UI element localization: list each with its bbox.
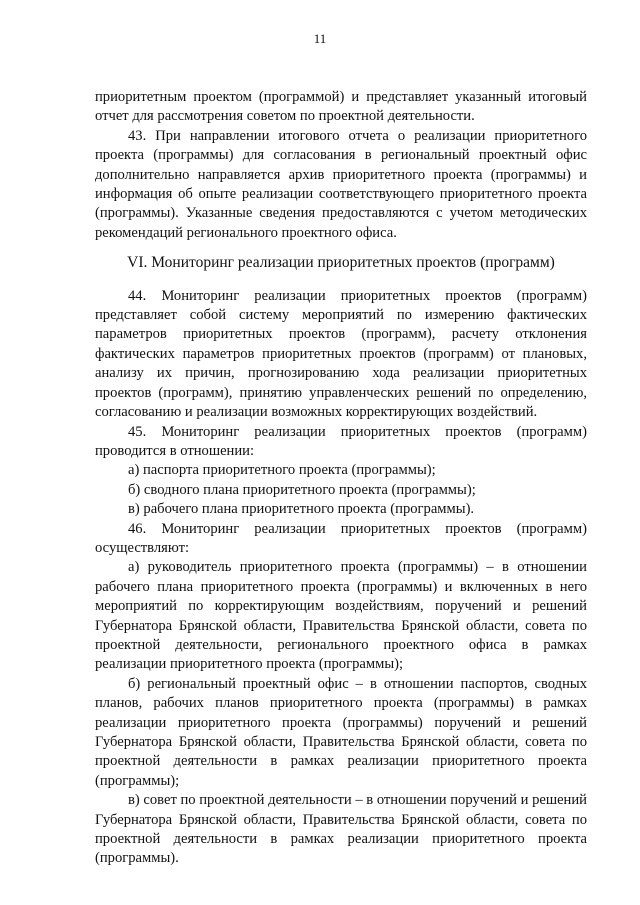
list-item-45b: б) сводного плана приоритетного проекта (программы); — [128, 481, 476, 498]
paragraph-43: 43. При направлении итогового отчета о реализации приоритетного проекта (программы) для согласования в региональный проектный офис дополнительно направляется архив приоритетного проекта (программы) и информация об опыте реализации соответствующего приоритетного проекта (программы). Указанные сведения предоставляются с учетом методических рекомендаций регионального проектного офиса. — [95, 127, 587, 241]
list-item-46b: б) региональный проектный офис – в отношении паспортов, сводных планов, рабочих планов приоритетного проекта (программы) в рамках реализации приоритетного проекта (программы) поручений и решений Губернатора Брянской области, Правительства Брянской области, совета по проектной деятельности в рамках реализации приоритетного проекта (программы); — [95, 675, 587, 789]
list-item-46c: в) совет по проектной деятельности – в отношении поручений и решений Губернатора Брянской области, Правительства Брянской области, совета по проектной деятельности в рамках реализации приоритетного проекта (программы). — [95, 792, 587, 867]
page-number: 11 — [313, 31, 327, 46]
section-heading: VI. Мониторинг реализации приоритетных проектов (программ) — [127, 254, 555, 272]
paragraph-44: 44. Мониторинг реализации приоритетных проектов (программ) представляет собой систему мероприятий по измерению фактических параметров приоритетных проектов (программ), расчету отклонения фактических параметров приоритетных проектов (программ) от плановых, анализу их причин, прогнозированию хода реализации приоритетных проектов (программ), принятию управленческих решений по определению, согласованию и реализации возможных корректирующих воздействий. — [95, 287, 587, 421]
paragraph-46: 46. Мониторинг реализации приоритетных проектов (программ) осуществляют: — [95, 520, 587, 556]
paragraph-45: 45. Мониторинг реализации приоритетных проектов (программ) проводится в отношении: — [95, 423, 587, 459]
document-body — [95, 88, 587, 869]
list-item-45c: в) рабочего плана приоритетного проекта (программы). — [128, 501, 475, 518]
list-item-45a: а) паспорта приоритетного проекта (программы); — [128, 462, 436, 479]
list-item-46a: а) руководитель приоритетного проекта (программы) – в отношении рабочего плана приоритетного проекта (программы) и включенных в него мероприятий по корректирующим воздействиям, поручений и решений Губернатора Брянской области, Правительства Брянской области, совета по проектной деятельности, регионального проектного офиса в рамках реализации приоритетного проекта (программы); — [95, 559, 587, 673]
paragraph-continuation: приоритетным проектом (программой) и представляет указанный итоговый отчет для рассмотрения советом по проектной деятельности. — [95, 89, 587, 125]
